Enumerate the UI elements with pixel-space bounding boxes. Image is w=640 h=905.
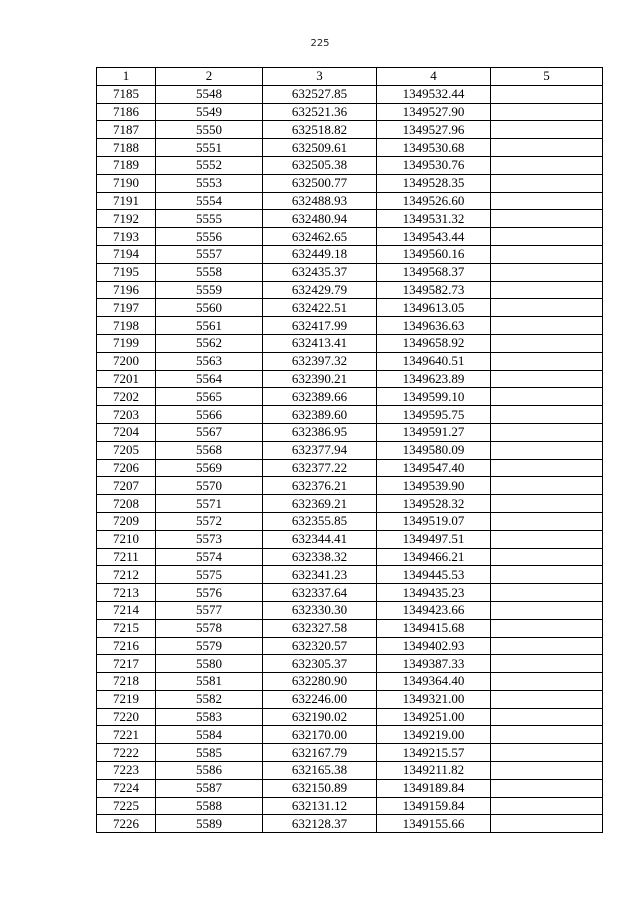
- column-header-1: 1: [97, 68, 156, 86]
- table-cell: 5580: [156, 655, 263, 673]
- table-cell: 1349623.89: [377, 370, 491, 388]
- table-cell: 7194: [97, 245, 156, 263]
- table-cell: 5549: [156, 103, 263, 121]
- table-cell: 1349527.90: [377, 103, 491, 121]
- table-cell: [491, 352, 603, 370]
- table-header: [97, 68, 603, 86]
- table-cell: 632488.93: [263, 192, 377, 210]
- table-cell: 632527.85: [263, 85, 377, 103]
- table-cell: 632521.36: [263, 103, 377, 121]
- table-cell: 5568: [156, 441, 263, 459]
- table-cell: 1349580.09: [377, 441, 491, 459]
- table-cell: 1349219.00: [377, 726, 491, 744]
- table-cell: 1349560.16: [377, 245, 491, 263]
- table-cell: 632413.41: [263, 334, 377, 352]
- table-row: [97, 708, 603, 726]
- table-cell: 632462.65: [263, 228, 377, 246]
- table-cell: 5563: [156, 352, 263, 370]
- table-cell: 5573: [156, 530, 263, 548]
- table-cell: [491, 334, 603, 352]
- table-cell: 1349415.68: [377, 619, 491, 637]
- table-row: [97, 370, 603, 388]
- table-row: [97, 317, 603, 335]
- table-cell: 5579: [156, 637, 263, 655]
- table-cell: [491, 530, 603, 548]
- table-cell: 632449.18: [263, 245, 377, 263]
- column-header-2: 2: [156, 68, 263, 86]
- table-cell: 5565: [156, 388, 263, 406]
- table-cell: 632338.32: [263, 548, 377, 566]
- table-row: [97, 156, 603, 174]
- table-cell: 5559: [156, 281, 263, 299]
- table-cell: 1349528.32: [377, 495, 491, 513]
- table-cell: 7199: [97, 334, 156, 352]
- table-cell: 7226: [97, 815, 156, 833]
- table-cell: 5574: [156, 548, 263, 566]
- table-cell: 7222: [97, 744, 156, 762]
- table-cell: 632397.32: [263, 352, 377, 370]
- table-cell: 5572: [156, 512, 263, 530]
- table-cell: 5554: [156, 192, 263, 210]
- table-cell: [491, 228, 603, 246]
- table-cell: 7224: [97, 779, 156, 797]
- table-row: [97, 619, 603, 637]
- table-cell: [491, 263, 603, 281]
- table-row: [97, 637, 603, 655]
- table-cell: 7208: [97, 495, 156, 513]
- table-cell: 632280.90: [263, 673, 377, 691]
- table-cell: 1349530.68: [377, 139, 491, 157]
- table-cell: 5553: [156, 174, 263, 192]
- table-cell: 632377.22: [263, 459, 377, 477]
- table-cell: 1349599.10: [377, 388, 491, 406]
- table-cell: 1349251.00: [377, 708, 491, 726]
- table-cell: 5576: [156, 584, 263, 602]
- table-cell: 7205: [97, 441, 156, 459]
- table-cell: [491, 762, 603, 780]
- table-cell: 5551: [156, 139, 263, 157]
- table-cell: 632165.38: [263, 762, 377, 780]
- table-cell: 5567: [156, 423, 263, 441]
- table-cell: 632341.23: [263, 566, 377, 584]
- table-cell: [491, 619, 603, 637]
- table-row: [97, 530, 603, 548]
- table-cell: 632417.99: [263, 317, 377, 335]
- table-cell: 1349582.73: [377, 281, 491, 299]
- table-row: [97, 85, 603, 103]
- table-row: [97, 263, 603, 281]
- table-cell: 5582: [156, 690, 263, 708]
- table-cell: 7202: [97, 388, 156, 406]
- table-cell: 5588: [156, 797, 263, 815]
- table-cell: 7203: [97, 406, 156, 424]
- table-cell: [491, 708, 603, 726]
- table-cell: 5570: [156, 477, 263, 495]
- table-cell: 1349155.66: [377, 815, 491, 833]
- table-cell: [491, 548, 603, 566]
- table-cell: 7198: [97, 317, 156, 335]
- table-cell: 632327.58: [263, 619, 377, 637]
- table-cell: 5558: [156, 263, 263, 281]
- table-cell: [491, 797, 603, 815]
- table-cell: 7196: [97, 281, 156, 299]
- table-cell: 7206: [97, 459, 156, 477]
- table-cell: 632337.64: [263, 584, 377, 602]
- table-cell: [491, 655, 603, 673]
- table-cell: 5586: [156, 762, 263, 780]
- table-cell: 5555: [156, 210, 263, 228]
- page-number: 225: [310, 38, 330, 49]
- table-cell: 7214: [97, 601, 156, 619]
- table-cell: 1349321.00: [377, 690, 491, 708]
- table-cell: 1349445.53: [377, 566, 491, 584]
- table-cell: 7217: [97, 655, 156, 673]
- table-cell: 5577: [156, 601, 263, 619]
- table-cell: 1349532.44: [377, 85, 491, 103]
- table-cell: 632150.89: [263, 779, 377, 797]
- table-cell: 1349613.05: [377, 299, 491, 317]
- table-cell: [491, 317, 603, 335]
- table-row: [97, 566, 603, 584]
- table-row: [97, 388, 603, 406]
- table-row: [97, 423, 603, 441]
- table-cell: 1349658.92: [377, 334, 491, 352]
- table-cell: [491, 423, 603, 441]
- table-cell: 1349636.63: [377, 317, 491, 335]
- table-cell: 7193: [97, 228, 156, 246]
- table-cell: 7190: [97, 174, 156, 192]
- table-cell: 1349527.96: [377, 121, 491, 139]
- table-cell: 7186: [97, 103, 156, 121]
- table-cell: 5583: [156, 708, 263, 726]
- table-cell: 5564: [156, 370, 263, 388]
- table-row: [97, 334, 603, 352]
- table-cell: [491, 370, 603, 388]
- table-row: [97, 744, 603, 762]
- table-cell: [491, 779, 603, 797]
- table-row: [97, 779, 603, 797]
- table-cell: 632377.94: [263, 441, 377, 459]
- table-cell: [491, 174, 603, 192]
- table-cell: 1349530.76: [377, 156, 491, 174]
- table-cell: 7221: [97, 726, 156, 744]
- table-cell: 5557: [156, 245, 263, 263]
- table-cell: [491, 299, 603, 317]
- table-row: [97, 512, 603, 530]
- table-cell: 5560: [156, 299, 263, 317]
- table-cell: 632305.37: [263, 655, 377, 673]
- table-row: [97, 655, 603, 673]
- table-cell: 5581: [156, 673, 263, 691]
- table-cell: 1349526.60: [377, 192, 491, 210]
- table-cell: 632389.60: [263, 406, 377, 424]
- table-row: [97, 228, 603, 246]
- table-cell: 1349211.82: [377, 762, 491, 780]
- column-header-5: 5: [491, 68, 603, 86]
- table-row: [97, 459, 603, 477]
- table-cell: 632369.21: [263, 495, 377, 513]
- table-row: [97, 245, 603, 263]
- table-cell: 1349547.40: [377, 459, 491, 477]
- table-cell: 1349423.66: [377, 601, 491, 619]
- table-cell: 7204: [97, 423, 156, 441]
- table-row: [97, 797, 603, 815]
- column-header-4: 4: [377, 68, 491, 86]
- table-cell: 7210: [97, 530, 156, 548]
- table-cell: 632355.85: [263, 512, 377, 530]
- table-cell: 632320.57: [263, 637, 377, 655]
- table-cell: [491, 726, 603, 744]
- table-row: [97, 495, 603, 513]
- table-cell: 1349595.75: [377, 406, 491, 424]
- table-cell: [491, 156, 603, 174]
- table-cell: [491, 690, 603, 708]
- table-cell: 5589: [156, 815, 263, 833]
- table-cell: 632422.51: [263, 299, 377, 317]
- table-cell: 632389.66: [263, 388, 377, 406]
- table-cell: 632330.30: [263, 601, 377, 619]
- table-cell: [491, 815, 603, 833]
- table-cell: 7216: [97, 637, 156, 655]
- table-cell: 632505.38: [263, 156, 377, 174]
- table-cell: 7189: [97, 156, 156, 174]
- table-cell: 632435.37: [263, 263, 377, 281]
- table-row: [97, 477, 603, 495]
- table-body: [97, 85, 603, 832]
- table-cell: 5587: [156, 779, 263, 797]
- table-cell: 1349519.07: [377, 512, 491, 530]
- table-row: [97, 192, 603, 210]
- table-cell: 1349364.40: [377, 673, 491, 691]
- table-cell: 1349497.51: [377, 530, 491, 548]
- table-cell: 5548: [156, 85, 263, 103]
- table-cell: 1349159.84: [377, 797, 491, 815]
- table-cell: [491, 584, 603, 602]
- table-cell: [491, 388, 603, 406]
- table-cell: [491, 281, 603, 299]
- table-cell: [491, 459, 603, 477]
- table-cell: 632509.61: [263, 139, 377, 157]
- table-row: [97, 441, 603, 459]
- table-cell: [491, 566, 603, 584]
- table-row: [97, 210, 603, 228]
- table-cell: 5584: [156, 726, 263, 744]
- table-cell: 632128.37: [263, 815, 377, 833]
- table-row: [97, 673, 603, 691]
- table-cell: 632390.21: [263, 370, 377, 388]
- table-cell: 632170.00: [263, 726, 377, 744]
- table-cell: [491, 192, 603, 210]
- table-cell: [491, 121, 603, 139]
- table-cell: [491, 139, 603, 157]
- table-cell: [491, 477, 603, 495]
- table-row: [97, 601, 603, 619]
- table-cell: 7213: [97, 584, 156, 602]
- table-row: [97, 299, 603, 317]
- table-cell: [491, 495, 603, 513]
- table-cell: 7185: [97, 85, 156, 103]
- table-row: [97, 815, 603, 833]
- table-cell: 632344.41: [263, 530, 377, 548]
- table-cell: 7209: [97, 512, 156, 530]
- table-cell: [491, 103, 603, 121]
- table-row: [97, 174, 603, 192]
- table-cell: 5561: [156, 317, 263, 335]
- table-cell: [491, 637, 603, 655]
- table-row: [97, 352, 603, 370]
- table-row: [97, 103, 603, 121]
- table-cell: 632376.21: [263, 477, 377, 495]
- table-cell: 7187: [97, 121, 156, 139]
- table-row: [97, 121, 603, 139]
- table-cell: 1349466.21: [377, 548, 491, 566]
- table-cell: 7218: [97, 673, 156, 691]
- table-cell: 7220: [97, 708, 156, 726]
- table-cell: 632190.02: [263, 708, 377, 726]
- table-cell: 7197: [97, 299, 156, 317]
- table-cell: 1349568.37: [377, 263, 491, 281]
- table-cell: 5578: [156, 619, 263, 637]
- table-cell: 5575: [156, 566, 263, 584]
- table-cell: [491, 601, 603, 619]
- table-cell: 632386.95: [263, 423, 377, 441]
- table-cell: 7219: [97, 690, 156, 708]
- table-cell: 7223: [97, 762, 156, 780]
- table-cell: [491, 210, 603, 228]
- table-row: [97, 726, 603, 744]
- table-row: [97, 406, 603, 424]
- table-cell: 5552: [156, 156, 263, 174]
- table-cell: 5569: [156, 459, 263, 477]
- table-row: [97, 690, 603, 708]
- table-cell: [491, 441, 603, 459]
- table-cell: 1349215.57: [377, 744, 491, 762]
- table-cell: [491, 512, 603, 530]
- table-cell: 5562: [156, 334, 263, 352]
- table-cell: 632131.12: [263, 797, 377, 815]
- table-cell: 1349591.27: [377, 423, 491, 441]
- table-cell: 5550: [156, 121, 263, 139]
- table-cell: 1349387.33: [377, 655, 491, 673]
- table-cell: 632246.00: [263, 690, 377, 708]
- table-cell: 7207: [97, 477, 156, 495]
- coordinates-table: [96, 67, 603, 833]
- table-cell: 1349528.35: [377, 174, 491, 192]
- table-cell: 7215: [97, 619, 156, 637]
- table-row: [97, 762, 603, 780]
- table-cell: [491, 406, 603, 424]
- table-row: [97, 139, 603, 157]
- column-header-3: 3: [263, 68, 377, 86]
- table-cell: 632429.79: [263, 281, 377, 299]
- table-cell: 7225: [97, 797, 156, 815]
- table-cell: 7211: [97, 548, 156, 566]
- table-row: [97, 281, 603, 299]
- table-cell: 7188: [97, 139, 156, 157]
- table-cell: 632480.94: [263, 210, 377, 228]
- table-cell: [491, 245, 603, 263]
- table-cell: 1349539.90: [377, 477, 491, 495]
- table-cell: 7195: [97, 263, 156, 281]
- table-cell: [491, 744, 603, 762]
- table-row: [97, 548, 603, 566]
- table-cell: 1349543.44: [377, 228, 491, 246]
- table-cell: 1349189.84: [377, 779, 491, 797]
- table-cell: 5585: [156, 744, 263, 762]
- table-cell: 7212: [97, 566, 156, 584]
- table-cell: 7191: [97, 192, 156, 210]
- table-cell: 7201: [97, 370, 156, 388]
- table-cell: 1349402.93: [377, 637, 491, 655]
- table-cell: 7200: [97, 352, 156, 370]
- table-row: [97, 584, 603, 602]
- table-cell: 5571: [156, 495, 263, 513]
- table-cell: 1349640.51: [377, 352, 491, 370]
- table-cell: [491, 85, 603, 103]
- table-cell: 1349435.23: [377, 584, 491, 602]
- table-cell: [491, 673, 603, 691]
- table-cell: 1349531.32: [377, 210, 491, 228]
- table-cell: 5556: [156, 228, 263, 246]
- table-cell: 632500.77: [263, 174, 377, 192]
- table-cell: 632518.82: [263, 121, 377, 139]
- table-cell: 632167.79: [263, 744, 377, 762]
- table-cell: 5566: [156, 406, 263, 424]
- table-cell: 7192: [97, 210, 156, 228]
- table-header-row: [97, 68, 603, 86]
